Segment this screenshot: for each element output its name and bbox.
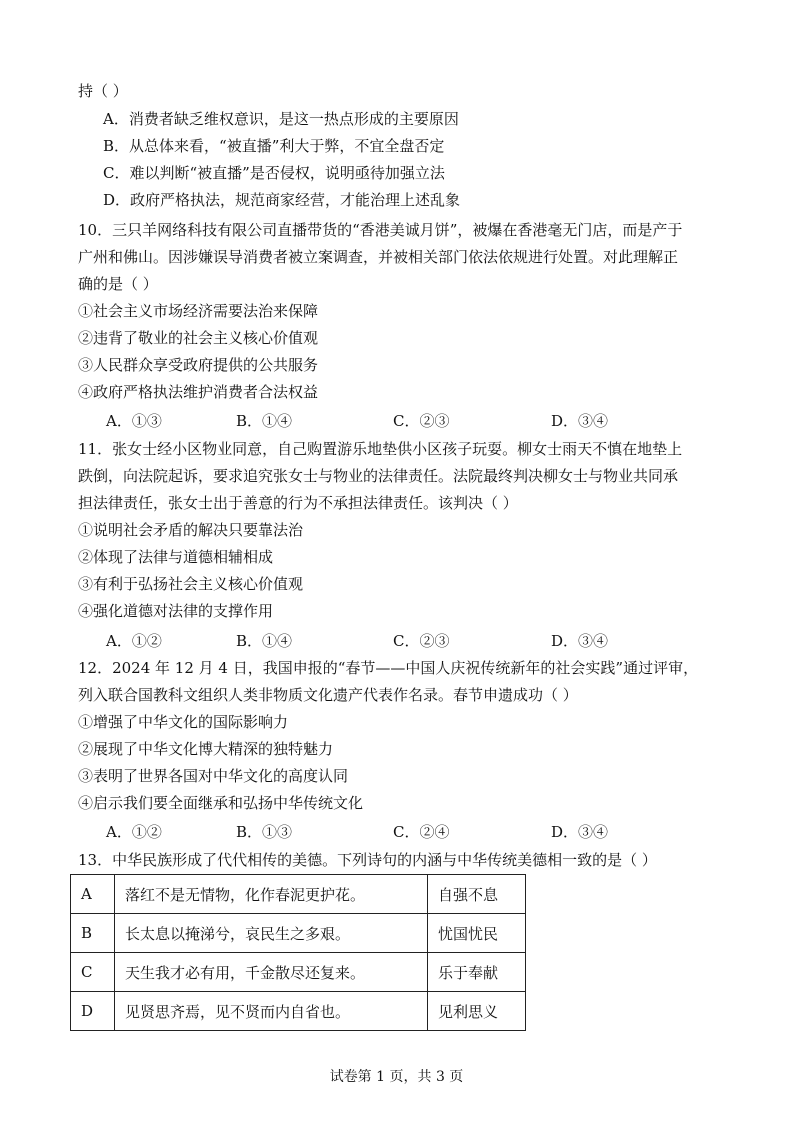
- row-verse: 见贤思齐焉，见不贤而内自省也。: [115, 992, 428, 1031]
- table-row: [71, 914, 526, 953]
- q11-choice-d: D．③④: [551, 632, 609, 650]
- q12-choice-c: C．②④: [393, 823, 450, 841]
- q10-stem-line-3: 确的是（ ）: [78, 275, 158, 293]
- q11-statement-4: ④强化道德对法律的支撑作用: [78, 602, 274, 620]
- q12-choice-a: A．①②: [106, 823, 162, 841]
- row-virtue: 乐于奉献: [428, 953, 526, 992]
- row-letter: C: [71, 953, 115, 992]
- q12-stem-line-1: 12．2024 年 12 月 4 日，我国申报的“春节——中国人庆祝传统新年的社会实践”通过评审，: [78, 659, 699, 677]
- q12-statement-1: ①增强了中华文化的国际影响力: [78, 713, 289, 731]
- q12-choice-d: D．③④: [551, 823, 609, 841]
- q12-statement-4: ④启示我们要全面继承和弘扬中华传统文化: [78, 794, 364, 812]
- q11-statement-1: ①说明社会矛盾的解决只要靠法治: [78, 521, 304, 539]
- q10-statement-1: ①社会主义市场经济需要法治来保障: [78, 302, 319, 320]
- q10-statement-4: ④政府严格执法维护消费者合法权益: [78, 383, 319, 401]
- q10-stem-line-2: 广州和佛山。因涉嫌误导消费者被立案调查，并被相关部门依法依规进行处置。对此理解正: [78, 248, 679, 266]
- q13-stem: 13．中华民族形成了代代相传的美德。下列诗句的内涵与中华传统美德相一致的是（ ）: [78, 851, 657, 869]
- q9-stem-tail: 持（ ）: [78, 82, 128, 100]
- q10-choice-b: B．①④: [236, 412, 293, 430]
- q10-choice-a: A．①③: [106, 412, 162, 430]
- page-footer: 试卷第 1 页，共 3 页: [329, 1069, 464, 1085]
- row-virtue: 忧国忧民: [428, 914, 526, 953]
- q9-option-b: B．从总体来看，“被直播”利大于弊，不宜全盘否定: [103, 137, 445, 155]
- row-letter: D: [71, 992, 115, 1031]
- q11-statement-2: ②体现了法律与道德相辅相成: [78, 548, 274, 566]
- q11-stem-line-3: 担法律责任，张女士出于善意的行为不承担法律责任。该判决（ ）: [78, 494, 518, 512]
- q9-option-c: C．难以判断“被直播”是否侵权，说明亟待加强立法: [103, 164, 445, 182]
- row-letter: A: [71, 875, 115, 914]
- table-row: [71, 953, 526, 992]
- row-letter: B: [71, 914, 115, 953]
- q10-choice-c: C．②③: [393, 412, 450, 430]
- row-verse: 长太息以掩涕兮，哀民生之多艰。: [115, 914, 428, 953]
- q9-option-a: A．消费者缺乏维权意识，是这一热点形成的主要原因: [103, 110, 459, 128]
- q10-statement-2: ②违背了敬业的社会主义核心价值观: [78, 329, 319, 347]
- q13-table: [70, 874, 526, 1031]
- row-verse: 落红不是无情物，化作春泥更护花。: [115, 875, 428, 914]
- table-row: [71, 875, 526, 914]
- row-virtue: 自强不息: [428, 875, 526, 914]
- q11-statement-3: ③有利于弘扬社会主义核心价值观: [78, 575, 304, 593]
- table-row: [71, 992, 526, 1031]
- q10-choice-d: D．③④: [551, 412, 609, 430]
- q12-statement-3: ③表明了世界各国对中华文化的高度认同: [78, 767, 349, 785]
- q9-option-d: D．政府严格执法，规范商家经营，才能治理上述乱象: [103, 191, 461, 209]
- q11-choice-a: A．①②: [106, 632, 162, 650]
- q10-stem-line-1: 10．三只羊网络科技有限公司直播带货的“香港美诚月饼”，被爆在香港毫无门店，而是产于: [78, 221, 683, 239]
- q12-statement-2: ②展现了中华文化博大精深的独特魅力: [78, 740, 334, 758]
- q10-statement-3: ③人民群众享受政府提供的公共服务: [78, 356, 319, 374]
- q11-choice-c: C．②③: [393, 632, 450, 650]
- q11-choice-b: B．①④: [236, 632, 293, 650]
- q12-stem-line-2: 列入联合国教科文组织人类非物质文化遗产代表作名录。春节申遗成功（ ）: [78, 686, 578, 704]
- row-virtue: 见利思义: [428, 992, 526, 1031]
- q11-stem-line-1: 11．张女士经小区物业同意，自己购置游乐地垫供小区孩子玩耍。柳女士雨天不慎在地垫上: [78, 440, 683, 458]
- q11-stem-line-2: 跌倒，向法院起诉，要求追究张女士与物业的法律责任。法院最终判决柳女士与物业共同承: [78, 467, 679, 485]
- row-verse: 天生我才必有用，千金散尽还复来。: [115, 953, 428, 992]
- q12-choice-b: B．①③: [236, 823, 293, 841]
